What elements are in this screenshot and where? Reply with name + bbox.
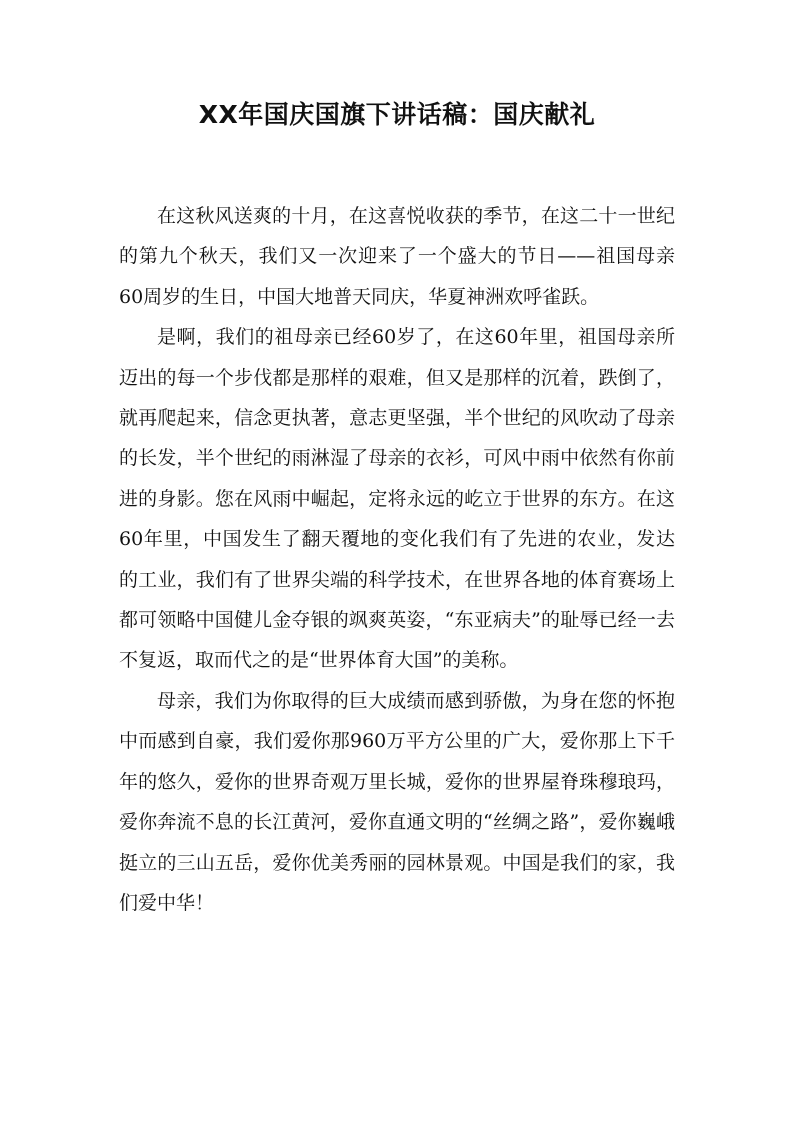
document-body <box>119 196 675 923</box>
paragraph-2: 是啊，我们的祖母亲已经60岁了，在这60年里，祖国母亲所迈出的每一个步伐都是那样的艰难，但又是那样的沉着，跌倒了，就再爬起来，信念更执著，意志更坚强，半个世纪的风吹动了母亲的长发，半个世纪的雨淋湿了母亲的衣衫，可风中雨中依然有你前进的身影。您在风雨中崛起，定将永远的屹立于世界的东方。在这60年里，中国发生了翻天覆地的变化我们有了先进的农业，发达的工业，我们有了世界尖端的科学技术，在世界各地的体育赛场上都可领略中国健儿金夺银的飒爽英姿，“东亚病夫”的耻辱已经一去不复返，取而代之的是“世界体育大国”的美称。 <box>119 326 675 672</box>
paragraph-1: 在这秋风送爽的十月，在这喜悦收获的季节，在这二十一世纪的第九个秋天，我们又一次迎来了一个盛大的节日——祖国母亲60周岁的生日，中国大地普天同庆，华夏神洲欢呼雀跃。 <box>119 205 675 308</box>
document-title: XX年国庆国旗下讲话稿：国庆献礼 <box>198 100 596 129</box>
paragraph-3: 母亲，我们为你取得的巨大成绩而感到骄傲，为身在您的怀抱中而感到自豪，我们爱你那960万平方公里的广大，爱你那上下千年的悠久，爱你的世界奇观万里长城，爱你的世界屋脊珠穆琅玛，爱你奔流不息的长江黄河，爱你直通文明的“丝绸之路”，爱你巍峨挺立的三山五岳，爱你优美秀丽的园林景观。中国是我们的家，我们爱中华！ <box>119 689 675 914</box>
